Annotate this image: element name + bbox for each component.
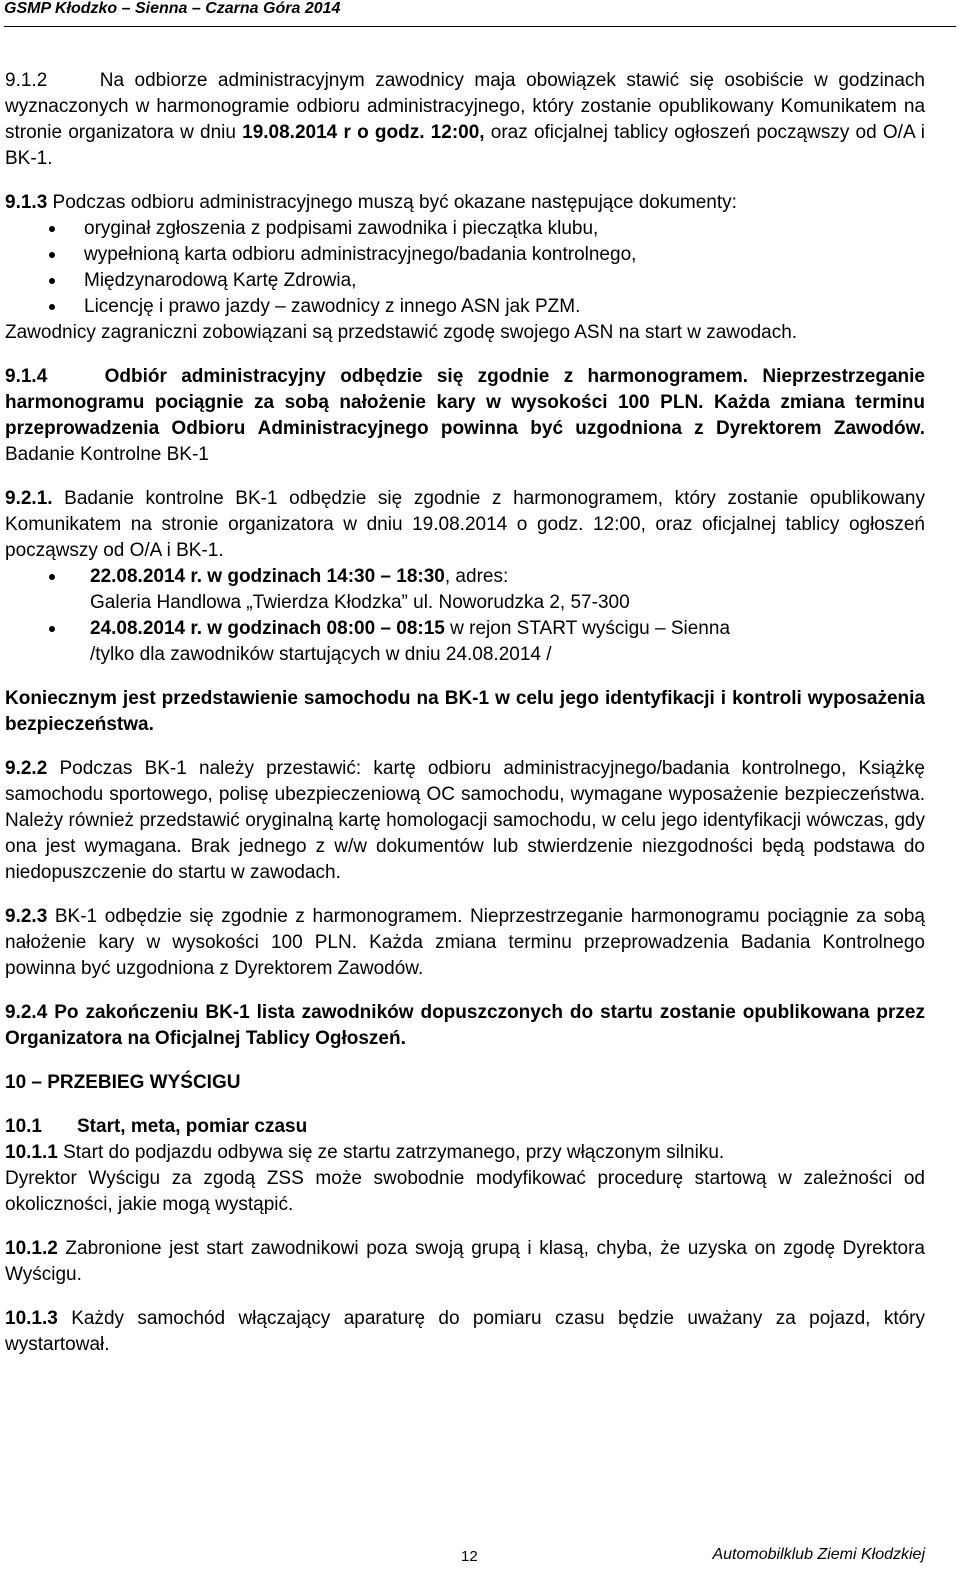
text-line: zostanie opublikowany Komunikatem na stronie organizatora w dniu	[5, 96, 926, 143]
section-10-1-1-continued: Dyrektor Wyścigu za zgodą ZSS może swobodnie modyfikować procedurę startową w zależności od okoliczności, jakie mogą wystąpić.	[5, 1168, 925, 1215]
section-number: 9.2.1.	[5, 488, 53, 509]
bullet-icon	[49, 252, 55, 258]
footer-organizer: Automobilklub Ziemi Kłodzkiej	[712, 1546, 925, 1563]
section-9-2-3: 9.2.3 BK-1 odbędzie się zgodnie z harmonogramem. Nieprzestrzeganie harmonogramu pociągnie za sobą nałożenie kary w wysokości 100 PLN. Każda zmiana terminu przeprowadzenia Badania Kontrolnego powinna być uzgodniona z Dyrektorem Zawodów.	[5, 906, 926, 979]
section-10-1-3: 10.1.3 Każdy samochód włączający aparaturę do pomiaru czasu będzie uważany za pojazd, który wystartował.	[5, 1308, 925, 1355]
text-line: Na odbiorze administracyjnym zawodnicy maja obowiązek stawić się osobiście	[99, 70, 804, 91]
list-item: 24.08.2014 r. w godzinach 08:00 – 08:15 w rejon START wyścigu – Sienna /tylko dla zawodników startujących w dniu 24.08.2014 /	[5, 616, 925, 668]
section-number: 9.1.2	[5, 70, 48, 91]
section-number: 9.2.2	[5, 758, 48, 779]
section-9-1-2	[5, 68, 925, 172]
text-line: oraz oficjalnej tablicy ogłoszeń począwszy od O/A i BK-1.	[5, 122, 925, 169]
section-10-1-heading: 10.1 Start, meta, pomiar czasu	[5, 1114, 925, 1140]
section-number: 10.1.2	[5, 1238, 58, 1259]
inspection-schedule-list	[5, 564, 925, 668]
bullet-icon	[49, 574, 55, 580]
list-item: wypełnioną karta odbioru administracyjnego/badania kontrolnego,	[5, 242, 925, 268]
chapter-10-heading: 10 – PRZEBIEG WYŚCIGU	[5, 1072, 241, 1093]
text-line: w godzinach wyznaczonych w harmonogramie odbioru administracyjnego, który	[5, 70, 925, 117]
section-10-1-1: 10.1.1 Start do podjazdu odbywa się ze startu zatrzymanego, przy włączonym silniku.	[5, 1142, 725, 1163]
document-body	[5, 68, 925, 1358]
section-number: 10.1.3	[5, 1308, 58, 1329]
section-number: 10.1	[5, 1116, 42, 1137]
section-9-2-1: 9.2.1. Badanie kontrolne BK-1 odbędzie się zgodnie z harmonogramem, który zostanie opublikowany Komunikatem na stronie organizatora w dniu 19.08.2014 o godz. 12:00, oraz oficjalnej tablicy ogłoszeń począwszy od O/A i BK-1.	[5, 488, 926, 561]
page-header-title: GSMP Kłodzko – Sienna – Czarna Góra 2014	[4, 0, 341, 17]
bullet-icon	[49, 278, 55, 284]
section-number: 9.1.3	[5, 192, 48, 213]
section-9-2-2: 9.2.2 Podczas BK-1 należy przestawić: kartę odbioru administracyjnego/badania kontrolnego, Książkę samochodu sportowego, polisę ubezpieczeniową OC samochodu, wymagane wyposażenie bezpieczeństwa. Należy również przedstawić oryginalną kartę homologacji samochodu, w celu jego identyfikacji wówczas, gdy ona jest wymagana. Brak jednego z w/w dokumentów lub stwierdzenie niezgodności będą podstawa do niedopuszczenie do startu w zawodach.	[5, 758, 925, 883]
section-number: 10.1.1	[5, 1142, 58, 1163]
section-9-1-3	[5, 190, 925, 216]
header-divider	[4, 26, 956, 27]
section-intro: Podczas odbioru administracyjnego muszą być okazane następujące dokumenty:	[52, 192, 737, 213]
date-highlight: 19.08.2014 r	[242, 122, 351, 143]
section-9-2-4: 9.2.4 Po zakończeniu BK-1 lista zawodników dopuszczonych do startu zostanie opublikowana przez Organizatora na Oficjalnej Tablicy Ogłoszeń.	[5, 1002, 925, 1049]
section-9-1-4: 9.1.4 Odbiór administracyjny odbędzie się zgodnie z harmonogramem. Nieprzestrzeganie harmonogramu pociągnie za sobą nałożenie kary w wysokości 100 PLN. Każda zmiana terminu przeprowadzenia Odbioru Administracyjnego powinna być uzgodniona z Dyrektorem Zawodów. Badanie Kontrolne BK-1	[5, 366, 925, 465]
list-item: Międzynarodową Kartę Zdrowia,	[5, 268, 925, 294]
list-item: 22.08.2014 r. w godzinach 14:30 – 18:30, adres: Galeria Handlowa „Twierdza Kłodzka” ul. Noworudzka 2, 57-300	[5, 564, 925, 616]
list-item: oryginał zgłoszenia z podpisami zawodnika i pieczątka klubu,	[5, 216, 925, 242]
bullet-icon	[49, 304, 55, 310]
section-number: 9.2.4	[5, 1002, 48, 1023]
required-vehicle-note: Koniecznym jest przedstawienie samochodu na BK-1 w celu jego identyfikacji i kontroli wyposażenia bezpieczeństwa.	[5, 688, 925, 735]
bullet-icon	[49, 226, 55, 232]
time-highlight: o godz. 12:00,	[357, 122, 485, 143]
foreign-drivers-note: Zawodnicy zagraniczni zobowiązani są przedstawić zgodę swojego ASN na start w zawodach.	[5, 322, 798, 343]
list-item: Licencję i prawo jazdy – zawodnicy z innego ASN jak PZM.	[5, 294, 925, 320]
section-10-1-2: 10.1.2 Zabronione jest start zawodnikowi poza swoją grupą i klasą, chyba, że uzyska on zgodę Dyrektora Wyścigu.	[5, 1238, 925, 1285]
bullet-icon	[49, 626, 55, 632]
section-number: 9.2.3	[5, 906, 48, 927]
documents-list	[5, 216, 925, 320]
section-number: 9.1.4	[5, 366, 48, 387]
page-number: 12	[461, 1548, 478, 1565]
